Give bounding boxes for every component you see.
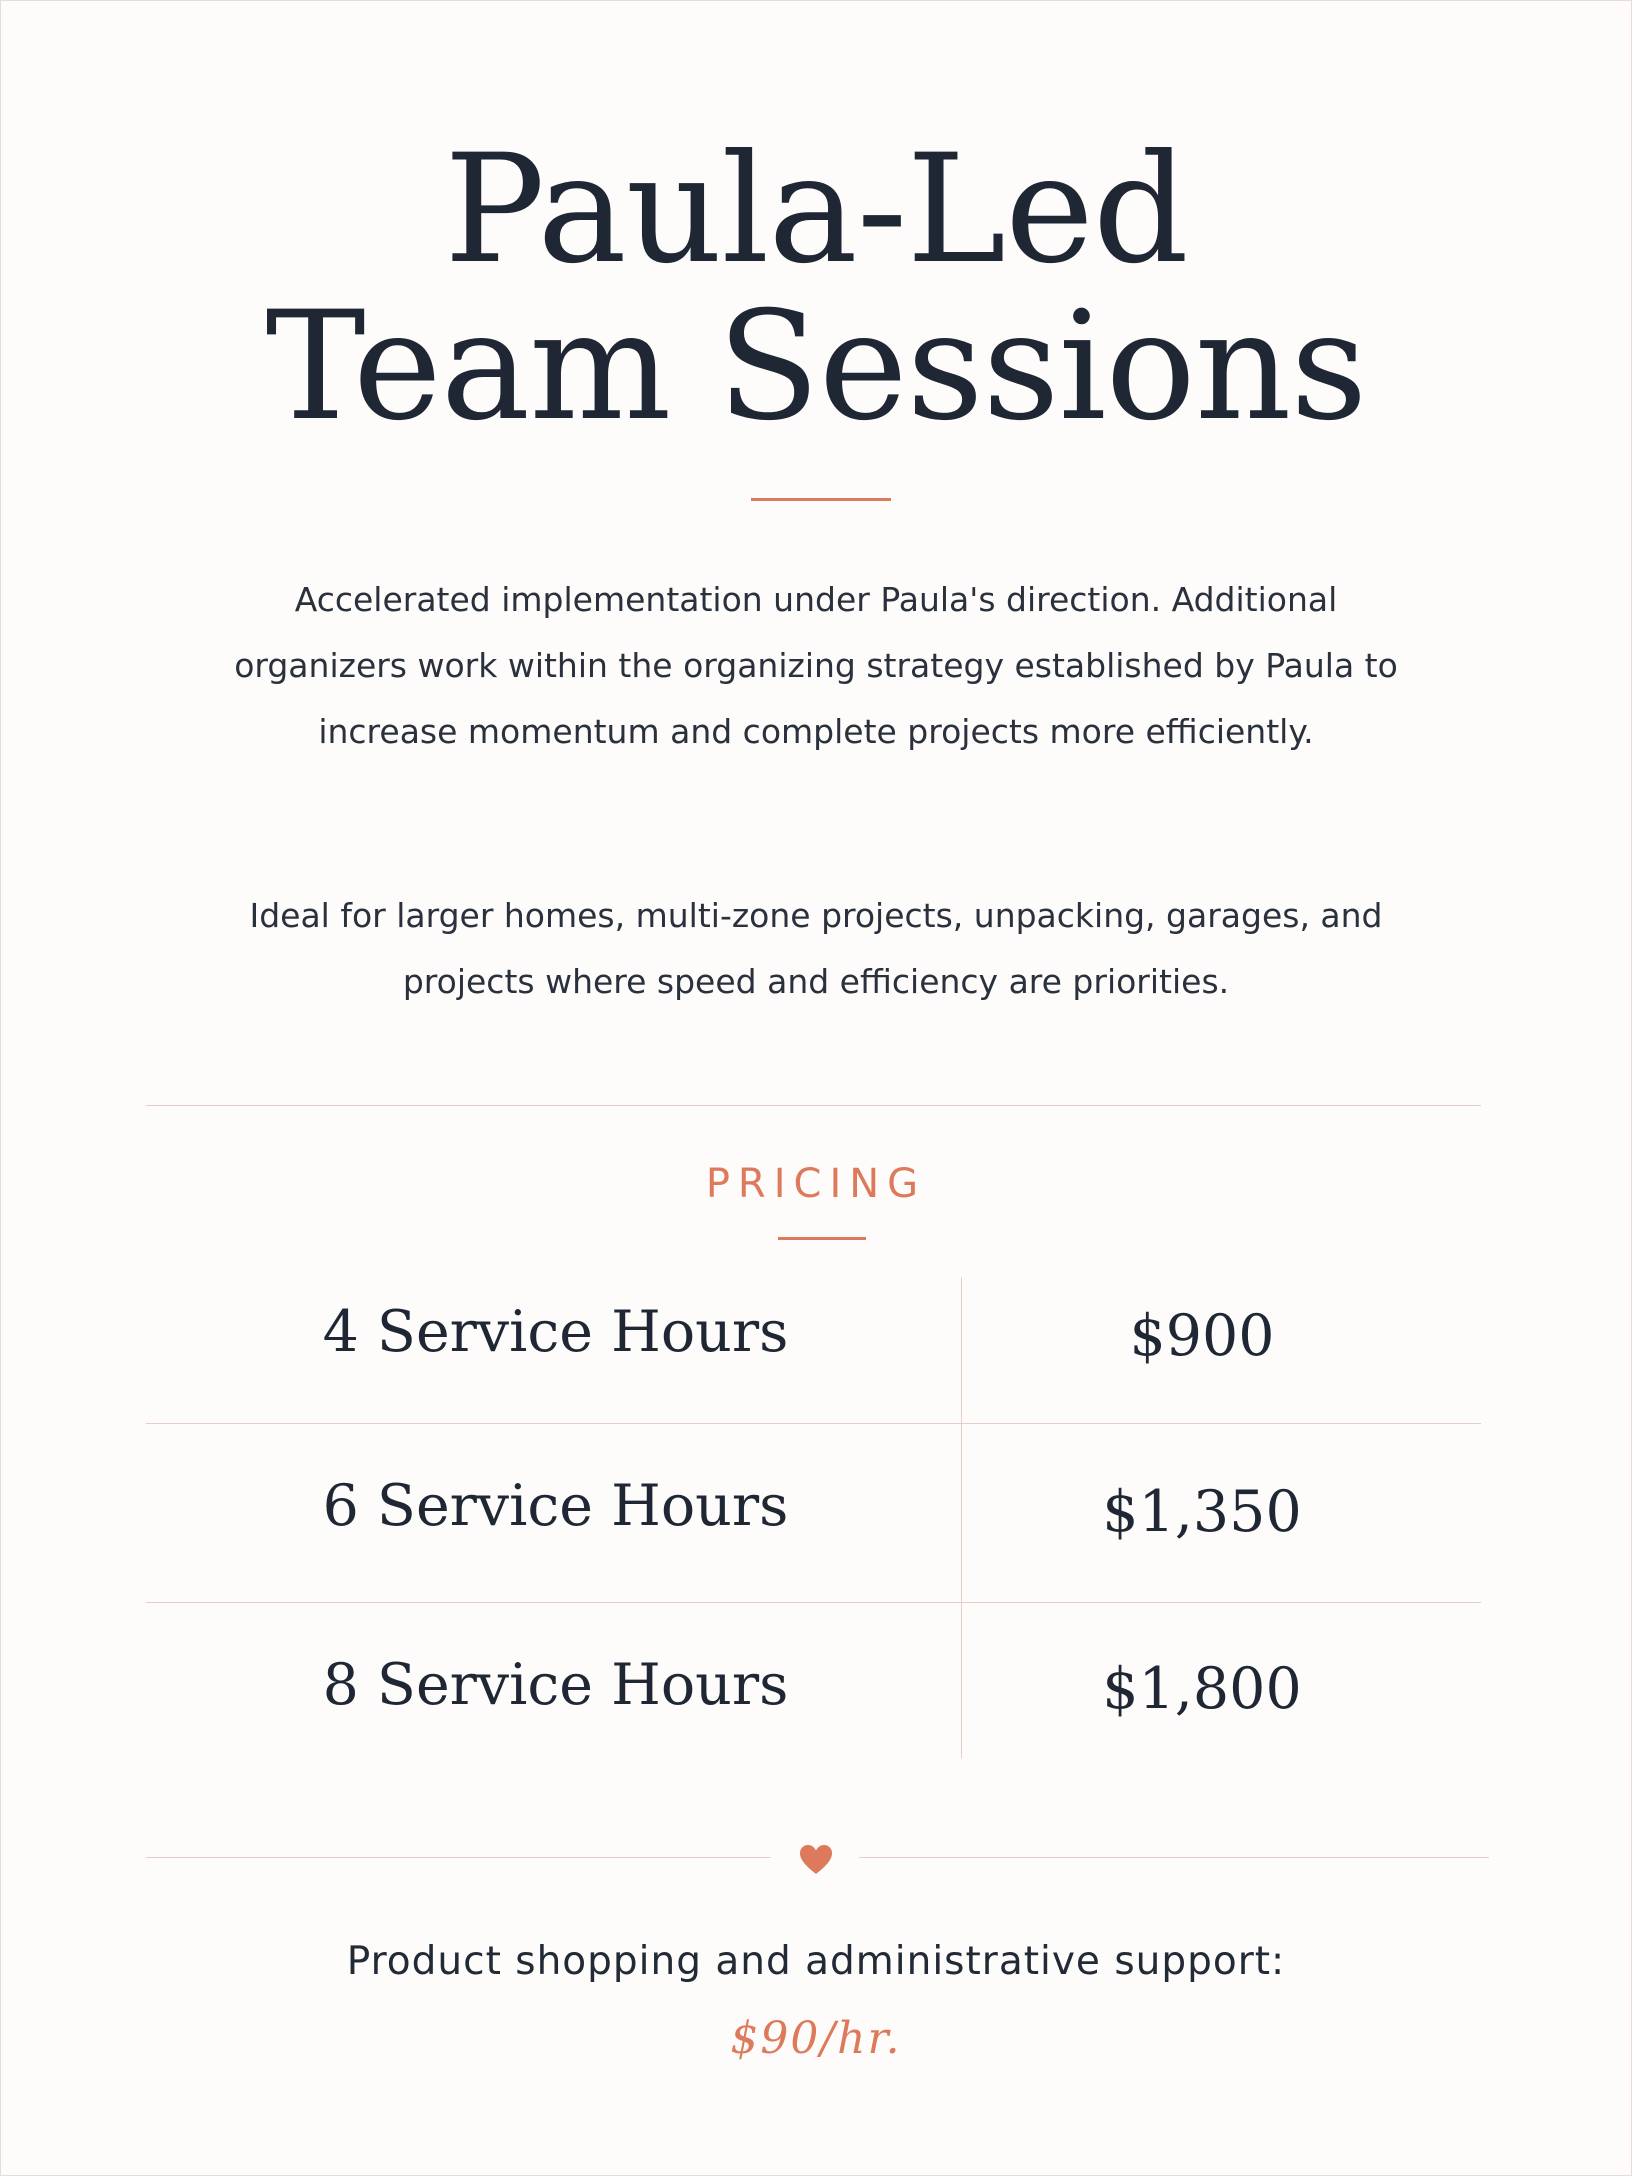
hours-number: 4 [322, 1299, 359, 1365]
footer-divider-right [859, 1857, 1489, 1858]
pricing-row-hours [150, 1466, 961, 1546]
heart-icon [798, 1842, 834, 1878]
title-accent-rule [751, 498, 891, 501]
intro-paragraph-1: Accelerated implementation under Paula's direction. Additional organizers work within the organizing strategy established by Paula to increase momentum and complete projects more efficiently. [234, 580, 1398, 751]
pricing-row-price: $1,350 [1102, 1479, 1302, 1545]
pricing-row-hours [150, 1292, 961, 1372]
pricing-row-hours [150, 1645, 961, 1725]
hours-unit: Service Hours [376, 1473, 789, 1539]
support-rate: $90/hr. [730, 2013, 902, 2064]
hours-unit: Service Hours [376, 1652, 789, 1718]
pricing-row-price: $900 [1129, 1303, 1275, 1369]
hours-number: 8 [322, 1652, 359, 1718]
section-divider [146, 1105, 1481, 1106]
footer-divider-left [146, 1857, 771, 1858]
pricing-row-divider [146, 1423, 1481, 1424]
pricing-label: PRICING [705, 1161, 927, 1207]
intro-paragraph-2: Ideal for larger homes, multi-zone projects, unpacking, garages, and projects where speed and efficiency are priorities. [249, 896, 1383, 1001]
page-title-line-2: Team Sessions [265, 280, 1367, 454]
pricing-row-price: $1,800 [1102, 1656, 1302, 1722]
support-text: Product shopping and administrative support: [346, 1939, 1286, 1984]
pricing-row-divider [146, 1602, 1481, 1603]
hours-unit: Service Hours [376, 1299, 789, 1365]
hours-number: 6 [322, 1473, 359, 1539]
pricing-accent-rule [778, 1237, 866, 1240]
page-title-line-1: Paula-Led [444, 123, 1188, 297]
